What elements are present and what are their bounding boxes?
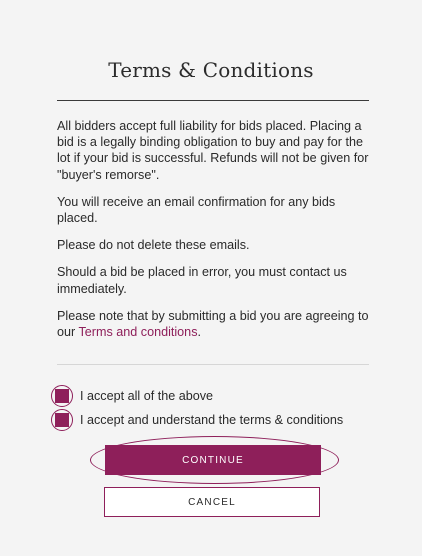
checkbox-divider [57,364,369,365]
agreement-text: Please note that by submitting a bid you are agreeing to our [57,308,369,340]
dialog-title: Terms & Conditions [108,58,314,82]
checkbox-row-accept-terms [51,407,343,433]
terms-paragraph-emails: Please do not delete these emails. [57,238,250,253]
accept-terms-label[interactable]: I accept and understand the terms & conditions [80,413,344,427]
terms-paragraph-agreement [57,308,371,340]
accept-terms-checkbox[interactable] [51,409,73,431]
terms-body [57,118,371,351]
accept-all-checkbox[interactable] [51,385,73,407]
terms-paragraph-confirmation: You will receive an email confirmation for any bids placed. [57,194,336,226]
title-divider [57,100,369,101]
continue-button[interactable]: CONTINUE [105,445,321,475]
cancel-button[interactable]: CANCEL [104,487,320,517]
terms-paragraph-error: Should a bid be placed in error, you must contact us immediately. [57,265,347,296]
terms-paragraph-liability: All bidders accept full liability for bids placed. Placing a bid is a legally binding obligation to buy and pay for the lot if your bid is successful. Refunds will not be given for "buyer's remorse". [57,119,369,182]
checkbox-checked-icon [55,413,69,427]
checkbox-row-accept-all [51,383,213,409]
terms-link[interactable]: Terms and conditions [78,325,198,340]
agreement-suffix: . [197,325,201,340]
accept-all-label[interactable]: I accept all of the above [80,389,214,403]
checkbox-checked-icon [55,389,69,403]
